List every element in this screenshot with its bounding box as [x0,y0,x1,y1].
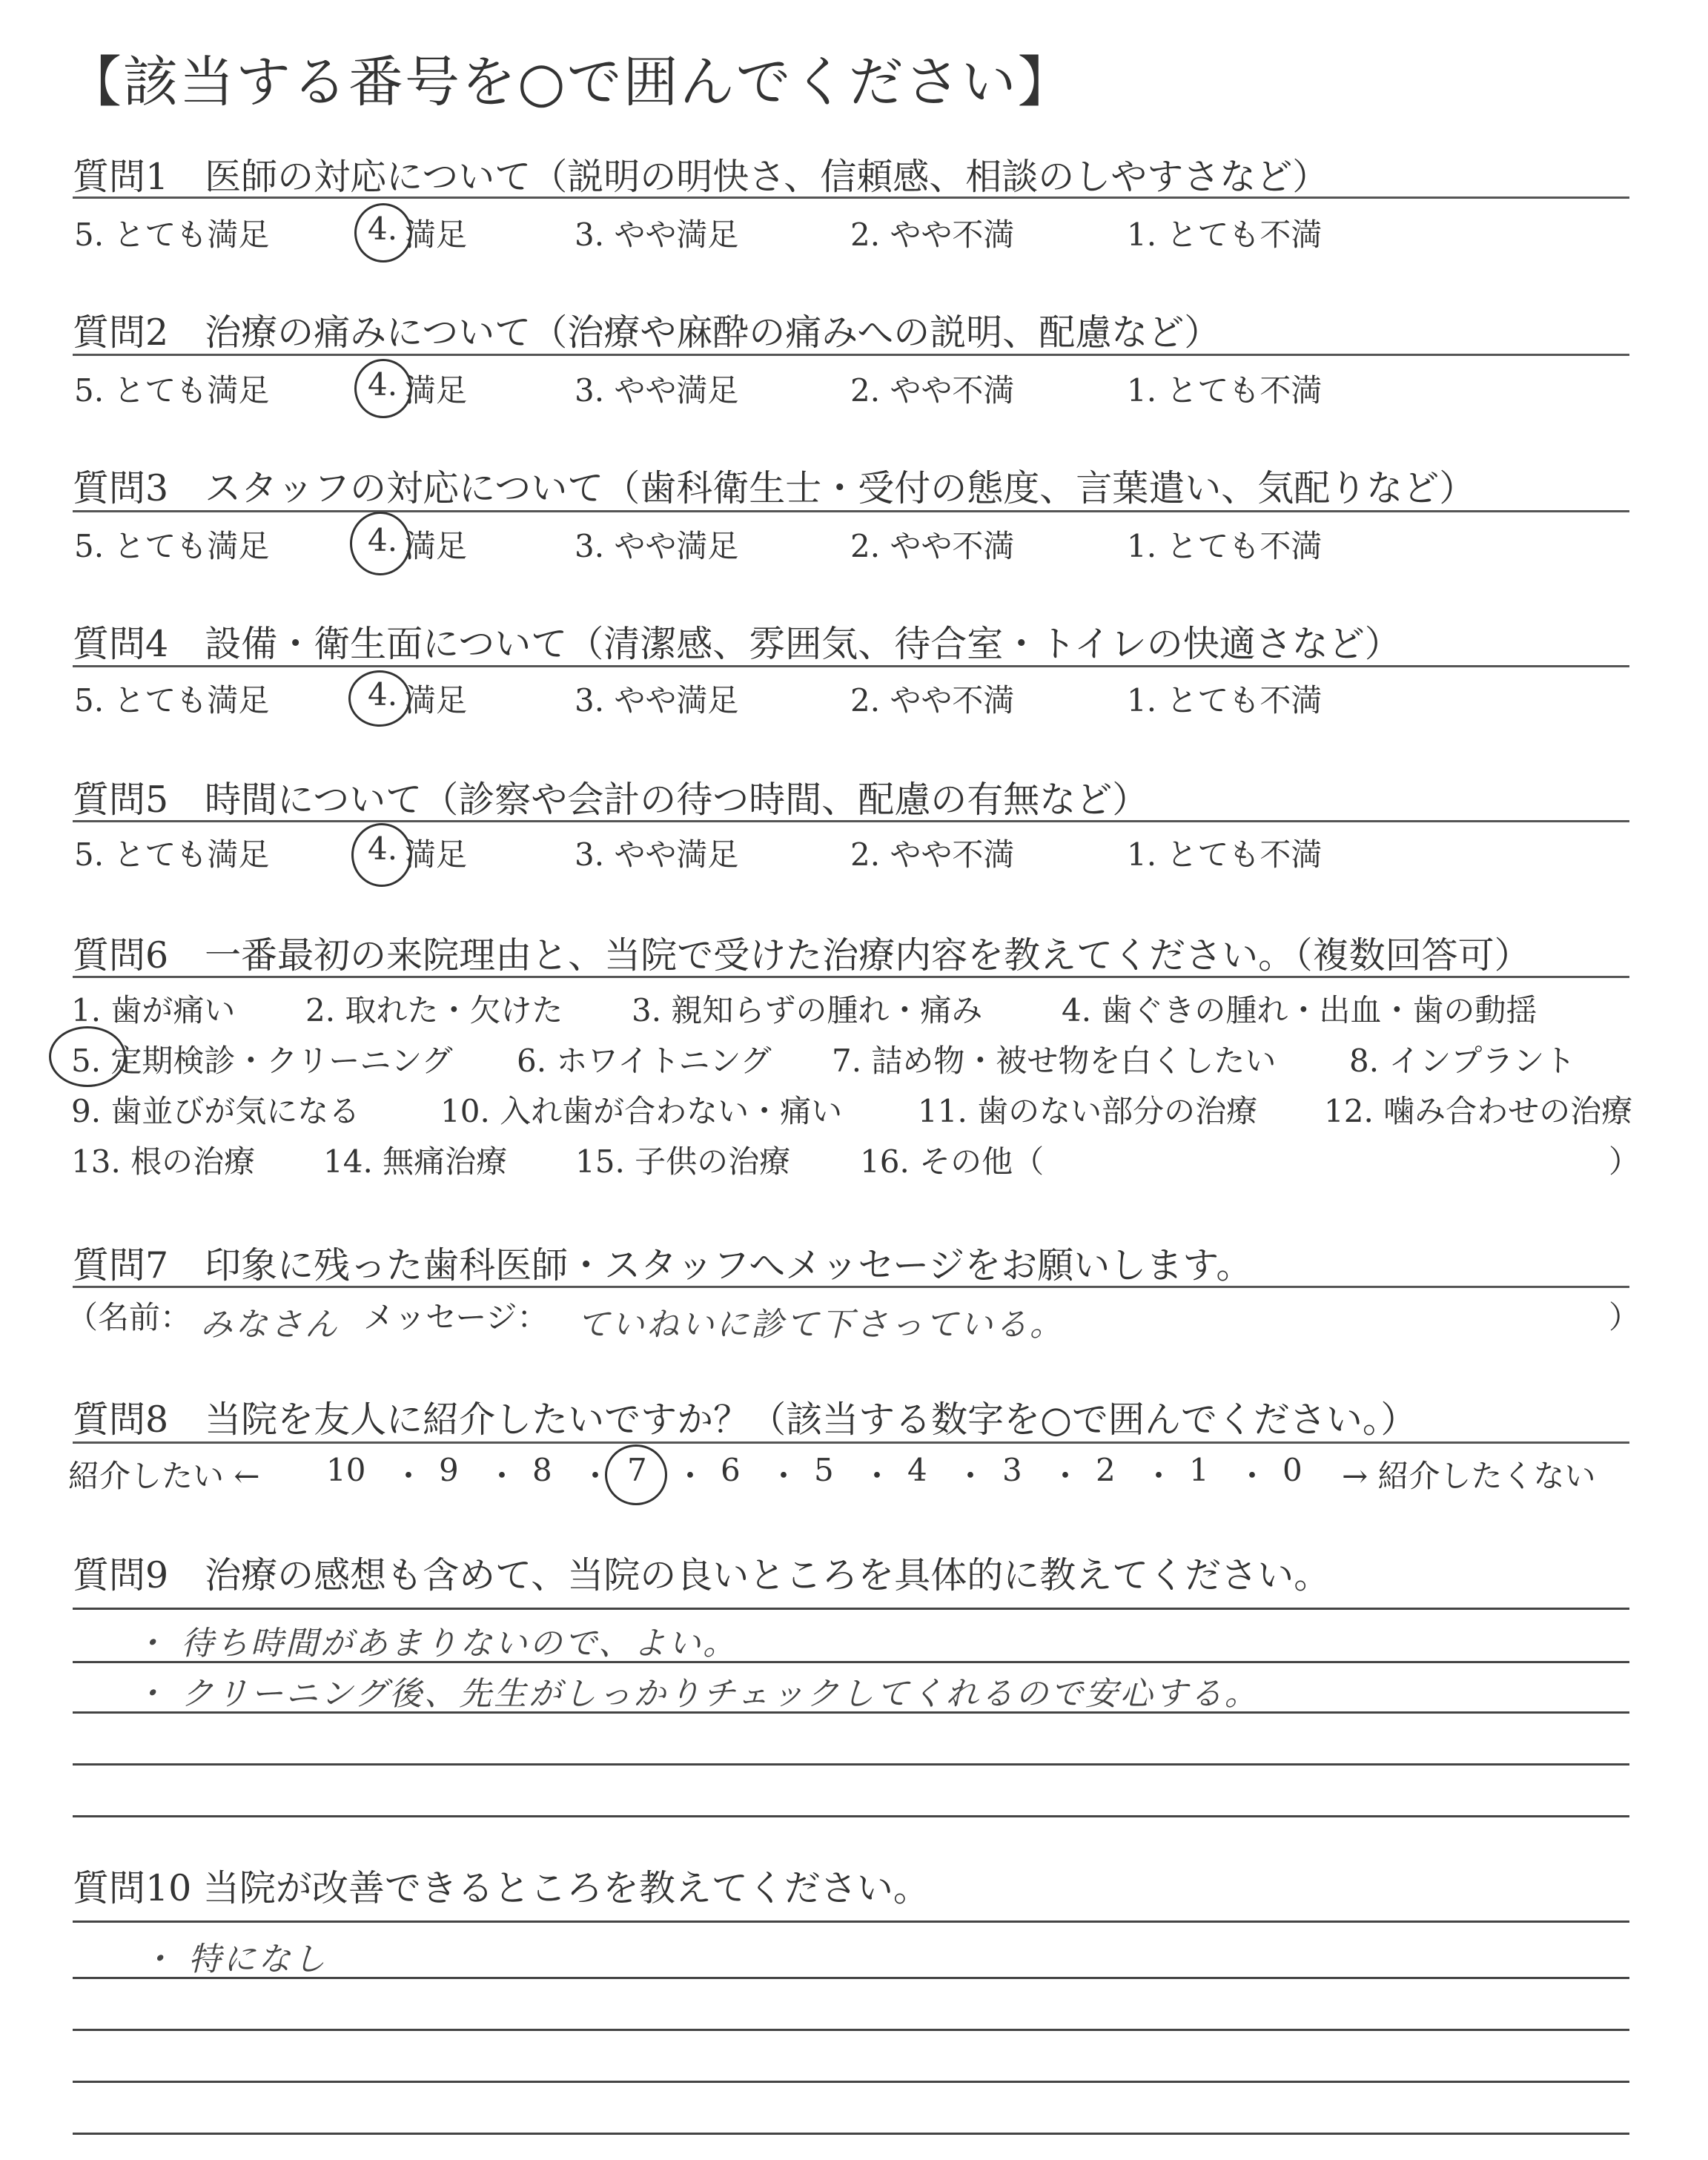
option-satisfied-number[interactable]: 4. [368,211,398,247]
question-10-title: 質問10 当院が改善できるところを教えてください。 [73,1867,930,1909]
option-very-satisfied[interactable]: 5. とても満足 [74,217,270,253]
option-satisfied-label[interactable]: 満足 [405,528,468,564]
other-close-paren: ） [1609,1143,1641,1180]
name-value[interactable]: みなさん [200,1306,340,1344]
separator-dot: ・ [486,1458,518,1494]
option-satisfied-number[interactable]: 4. [368,366,398,403]
message-close-paren: ） [1609,1299,1641,1335]
option-very-satisfied[interactable]: 5. とても満足 [74,528,270,564]
message-value[interactable]: ていねいに診て下さっている。 [577,1306,1065,1344]
question-8-rule [73,1441,1629,1444]
reason-option[interactable]: 7. 詰め物・被せ物を白くしたい [832,1043,1277,1079]
question-2-rule [73,354,1629,356]
option-somewhat-dissatisfied[interactable]: 2. やや不満 [850,836,1015,873]
score-option[interactable]: 10 [326,1452,366,1488]
selection-circle [354,359,412,418]
selection-circle [354,203,412,262]
answer-line: ・ 待ち時間があまりないので、よい。 [133,1625,738,1662]
option-very-satisfied[interactable]: 5. とても満足 [74,372,270,409]
writing-line [73,2029,1629,2031]
question-4-rule [73,665,1629,667]
option-very-dissatisfied[interactable]: 1. とても不満 [1127,528,1323,564]
option-somewhat-satisfied[interactable]: 3. やや満足 [575,682,739,719]
separator-dot: ・ [1237,1458,1268,1494]
option-satisfied-label[interactable]: 満足 [405,217,468,253]
question-2-title: 質問2 治療の痛みについて（治療や麻酔の痛みへの説明、配慮など） [73,311,1221,354]
selection-circle [605,1444,667,1505]
writing-line [73,1920,1629,1923]
option-satisfied-label[interactable]: 満足 [405,682,468,719]
option-satisfied-label[interactable]: 満足 [405,372,468,409]
reason-option[interactable]: 13. 根の治療 [71,1143,256,1180]
recommend-right-label: → 紹介したくない [1342,1458,1596,1494]
reason-option[interactable]: 8. インプラント [1349,1043,1576,1079]
reason-option[interactable]: 11. 歯のない部分の治療 [918,1093,1258,1129]
reason-option[interactable]: 4. 歯ぐきの腫れ・出血・歯の動揺 [1062,992,1537,1028]
question-6-rule [73,976,1629,978]
score-option[interactable]: 5 [814,1452,834,1488]
score-option[interactable]: 3 [1002,1452,1022,1488]
message-label: メッセージ： [363,1299,549,1335]
reason-option[interactable]: 3. 親知らずの腫れ・痛み [632,992,983,1028]
writing-line [73,1763,1629,1766]
reason-option[interactable]: 2. 取れた・欠けた [305,992,563,1028]
question-5-rule [73,820,1629,822]
question-3-rule [73,510,1629,512]
option-satisfied-number[interactable]: 4. [368,676,398,713]
question-4-title: 質問4 設備・衛生面について（清潔感、雰囲気、待合室・トイレの快適さなど） [73,623,1401,665]
option-somewhat-satisfied[interactable]: 3. やや満足 [575,528,739,564]
question-1-rule [73,196,1629,199]
answer-line: ・ 特になし [141,1941,328,1978]
option-somewhat-satisfied[interactable]: 3. やや満足 [575,836,739,873]
answer-line: ・ クリーニング後、先生がしっかりチェックしてくれるので安心する。 [133,1675,1260,1713]
writing-line [73,1977,1629,1979]
score-option[interactable]: 6 [721,1452,741,1488]
option-somewhat-satisfied[interactable]: 3. やや満足 [575,372,739,409]
option-very-dissatisfied[interactable]: 1. とても不満 [1127,372,1323,409]
option-very-satisfied[interactable]: 5. とても満足 [74,682,270,719]
selection-circle [351,823,412,887]
reason-option-other[interactable]: 16. その他（ [860,1143,1045,1180]
question-8-title: 質問8 当院を友人に紹介したいですか？（該当する数字を○で囲んでください。） [73,1398,1417,1441]
score-option[interactable]: 9 [439,1452,459,1488]
reason-option[interactable]: 9. 歯並びが気になる [71,1093,360,1129]
reason-option[interactable]: 1. 歯が痛い [71,992,236,1028]
question-9-title: 質問9 治療の感想も含めて、当院の良いところを具体的に教えてください。 [73,1554,1331,1596]
selection-circle [350,512,411,575]
name-label: （名前： [67,1299,192,1335]
separator-dot: ・ [861,1458,893,1494]
option-very-dissatisfied[interactable]: 1. とても不満 [1127,217,1323,253]
option-satisfied-number[interactable]: 4. [368,522,398,558]
reason-option[interactable]: 5. 定期検診・クリーニング [71,1043,453,1079]
option-very-dissatisfied[interactable]: 1. とても不満 [1127,836,1323,873]
separator-dot: ・ [1143,1458,1175,1494]
option-satisfied-number[interactable]: 4. [368,830,398,867]
writing-line [73,1608,1629,1610]
option-somewhat-dissatisfied[interactable]: 2. やや不満 [850,528,1015,564]
separator-dot: ・ [955,1458,987,1494]
question-6-title: 質問6 一番最初の来院理由と、当院で受けた治療内容を教えてください。（複数回答可） [73,934,1531,977]
separator-dot: ・ [1050,1458,1082,1494]
score-option[interactable]: 0 [1282,1452,1302,1488]
writing-line [73,1661,1629,1663]
score-option[interactable]: 2 [1096,1452,1116,1488]
option-satisfied-label[interactable]: 満足 [405,836,468,873]
selection-circle [49,1026,126,1087]
option-somewhat-satisfied[interactable]: 3. やや満足 [575,217,739,253]
score-option[interactable]: 8 [532,1452,552,1488]
option-somewhat-dissatisfied[interactable]: 2. やや不満 [850,217,1015,253]
writing-line [73,2081,1629,2083]
question-1-title: 質問1 医師の対応について（説明の明快さ、信頼感、相談のしやすさなど） [73,156,1329,198]
separator-dot: ・ [393,1458,425,1494]
option-somewhat-dissatisfied[interactable]: 2. やや不満 [850,682,1015,719]
separator-dot: ・ [580,1458,612,1494]
separator-dot: ・ [768,1458,800,1494]
question-3-title: 質問3 スタッフの対応について（歯科衛生士・受付の態度、言葉遣い、気配りなど） [73,467,1476,509]
reason-option[interactable]: 10. 入れ歯が合わない・痛い [440,1093,843,1129]
option-somewhat-dissatisfied[interactable]: 2. やや不満 [850,372,1015,409]
reason-option[interactable]: 12. 噛み合わせの治療 [1324,1093,1633,1129]
recommend-left-label: 紹介したい ← [68,1458,260,1494]
score-option[interactable]: 7 [627,1452,647,1488]
form-title: 【該当する番号を○で囲んでください】 [67,50,1074,114]
reason-option[interactable]: 6. ホワイトニング [517,1043,772,1079]
option-very-satisfied[interactable]: 5. とても満足 [74,836,270,873]
question-7-title: 質問7 印象に残った歯科医師・スタッフへメッセージをお願いします。 [73,1244,1253,1287]
writing-line [73,1711,1629,1714]
question-5-title: 質問5 時間について（診察や会計の待つ時間、配慮の有無など） [73,779,1149,821]
selection-circle [348,670,411,727]
separator-dot: ・ [675,1458,706,1494]
reason-option[interactable]: 14. 無痛治療 [323,1143,508,1180]
score-option[interactable]: 4 [907,1452,927,1488]
option-very-dissatisfied[interactable]: 1. とても不満 [1127,682,1323,719]
question-7-rule [73,1286,1629,1288]
reason-option[interactable]: 15. 子供の治療 [575,1143,791,1180]
writing-line [73,2133,1629,2135]
score-option[interactable]: 1 [1189,1452,1209,1488]
writing-line [73,1815,1629,1817]
